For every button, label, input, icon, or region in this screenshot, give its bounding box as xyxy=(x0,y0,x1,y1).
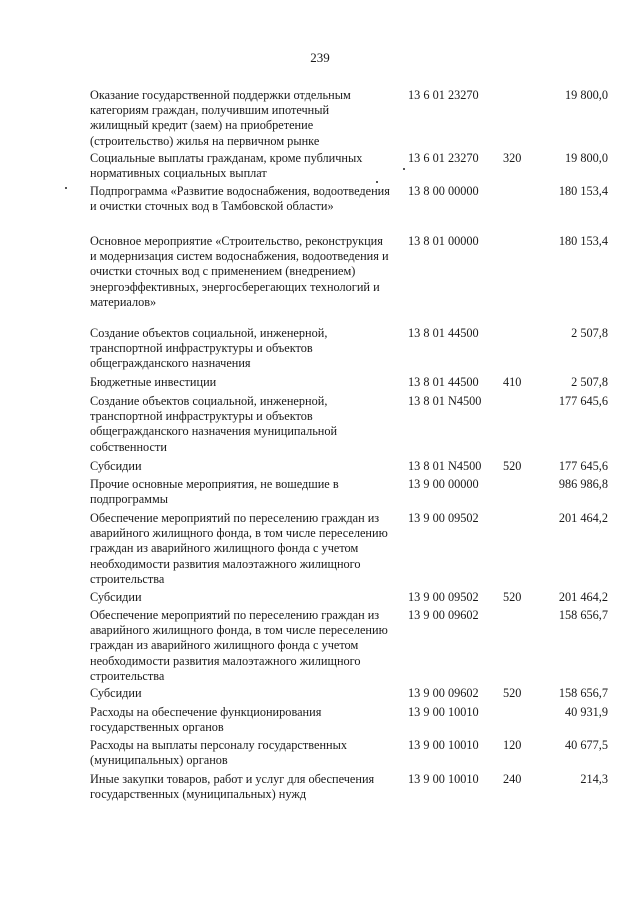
row-code: 13 6 01 23270 xyxy=(408,88,479,102)
row-vr: 320 xyxy=(503,151,522,165)
row-name: Обеспечение мероприятий по переселению граждан из аварийного жилищного фонда, в том числе переселению граждан из аварийного жилищного фонда с учетом необходимости развития малоэтажного жилищного строительства xyxy=(90,608,388,683)
row-amount: 180 153,4 xyxy=(558,184,608,198)
row-amount: 40 931,9 xyxy=(564,705,608,719)
row-code: 13 9 00 09502 xyxy=(408,511,479,525)
row-name: Субсидии xyxy=(90,459,142,473)
row-amount: 177 645,6 xyxy=(558,459,608,473)
row-name: Иные закупки товаров, работ и услуг для обеспечения государственных (муниципальных) нужд xyxy=(90,772,375,802)
row-code: 13 9 00 09602 xyxy=(408,686,479,700)
row-code: 13 8 01 N4500 xyxy=(408,394,482,408)
row-code: 13 9 00 09602 xyxy=(408,608,479,622)
row-code: 13 9 00 09502 xyxy=(408,590,479,604)
row-vr: 520 xyxy=(503,459,522,473)
row-code: 13 8 01 44500 xyxy=(408,326,479,340)
row-amount: 214,3 xyxy=(580,772,608,786)
row-amount: 201 464,2 xyxy=(558,590,608,604)
row-code: 13 9 00 10010 xyxy=(408,705,479,719)
row-amount: 2 507,8 xyxy=(571,375,608,389)
row-amount: 158 656,7 xyxy=(558,608,608,622)
row-amount: 180 153,4 xyxy=(558,234,608,248)
row-name: Расходы на обеспечение функционирования государственных органов xyxy=(90,705,322,735)
row-name: Расходы на выплаты персоналу государственных (муниципальных) органов xyxy=(90,738,348,768)
row-amount: 158 656,7 xyxy=(558,686,608,700)
page-number: 239 xyxy=(310,50,330,65)
row-code: 13 6 01 23270 xyxy=(408,151,479,165)
row-name: Субсидии xyxy=(90,686,142,700)
row-name: Обеспечение мероприятий по переселению граждан из аварийного жилищного фонда, в том числе переселению граждан из аварийного жилищного фонда с учетом необходимости развития малоэтажного жилищного строительства xyxy=(90,511,388,586)
scan-speck xyxy=(65,187,67,189)
row-vr: 520 xyxy=(503,686,522,700)
row-code: 13 9 00 10010 xyxy=(408,738,479,752)
row-amount: 19 800,0 xyxy=(564,88,608,102)
row-name: Социальные выплаты гражданам, кроме публичных нормативных социальных выплат xyxy=(90,151,363,181)
row-amount: 201 464,2 xyxy=(558,511,608,525)
row-name: Создание объектов социальной, инженерной, транспортной инфраструктуры и объектов общегражданского назначения xyxy=(90,326,328,371)
row-name: Субсидии xyxy=(90,590,142,604)
row-name: Оказание государственной поддержки отдельным категориям граждан, получившим ипотечный жилищный кредит (заем) на приобретение (строительство) жилья на первичном рынке xyxy=(90,88,351,148)
row-code: 13 8 01 44500 xyxy=(408,375,479,389)
row-name: Подпрограмма «Развитие водоснабжения, водоотведения и очистки сточных вод в Тамбовской области» xyxy=(90,184,390,214)
row-code: 13 8 01 00000 xyxy=(408,234,479,248)
row-vr: 410 xyxy=(503,375,522,389)
row-vr: 120 xyxy=(503,738,522,752)
row-amount: 177 645,6 xyxy=(558,394,608,408)
row-code: 13 8 00 00000 xyxy=(408,184,479,198)
row-name: Создание объектов социальной, инженерной, транспортной инфраструктуры и объектов общегражданского назначения муниципальной собственности xyxy=(90,394,338,454)
row-code: 13 8 01 N4500 xyxy=(408,459,482,473)
row-name: Основное мероприятие «Строительство, реконструкция и модернизация систем водоснабжения, водоотведения и очистки сточных вод с применением (внедрением) энергоэффективных, энергосберегающих технологий и материалов» xyxy=(90,234,389,309)
row-code: 13 9 00 10010 xyxy=(408,772,479,786)
row-amount: 2 507,8 xyxy=(571,326,608,340)
scan-speck xyxy=(403,168,405,170)
row-name: Прочие основные мероприятия, не вошедшие в подпрограммы xyxy=(90,477,339,507)
row-code: 13 9 00 00000 xyxy=(408,477,479,491)
row-amount: 19 800,0 xyxy=(564,151,608,165)
row-name: Бюджетные инвестиции xyxy=(90,375,217,389)
row-vr: 240 xyxy=(503,772,522,786)
row-amount: 986 986,8 xyxy=(558,477,608,491)
scan-speck xyxy=(376,181,378,183)
row-amount: 40 677,5 xyxy=(564,738,608,752)
row-vr: 520 xyxy=(503,590,522,604)
